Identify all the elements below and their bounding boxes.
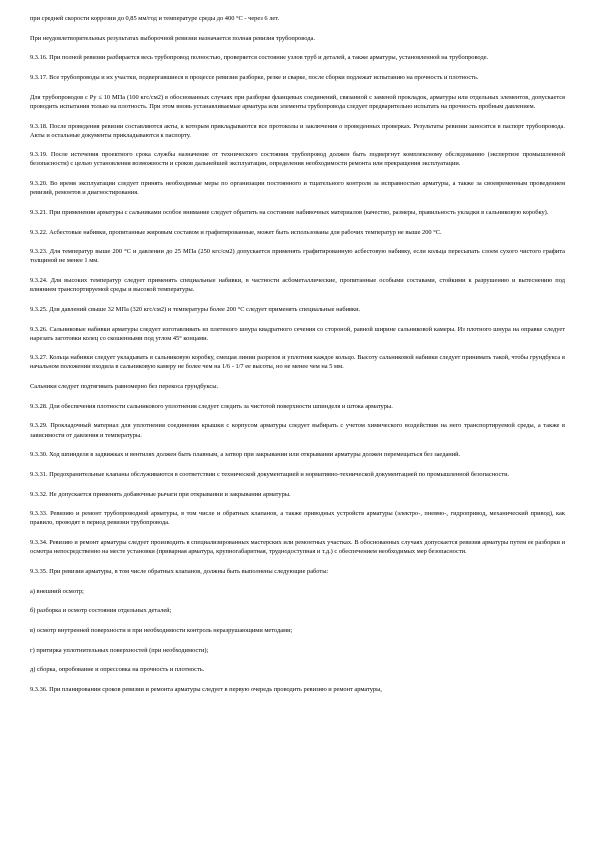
paragraph: 9.3.23. Для температур выше 200 °С и давлении до 25 МПа (250 кгс/см2) допускается применять графитированную асбестовую набивку, если кольца пересыпать слоем сухого чистого графита толщиной не менее 1 мм. bbox=[30, 248, 565, 265]
paragraph: 9.3.36. При планировании сроков ревизии и ремонта арматуры следует в первую очередь проводить ревизию и ремонт арматуры, bbox=[30, 685, 383, 693]
paragraph: 9.3.24. Для высоких температур следует применять специальные набивки, в частности асбометаллические, пропитанные особыми составами, стойкими к разрушению и вытеснению под влиянием транспортируемой среды и высокой температуры. bbox=[30, 277, 565, 294]
list-item: в) осмотр внутренней поверхности и при необходимости контроль неразрушающими методами; bbox=[30, 626, 293, 634]
paragraph: 9.3.30. Ход шпинделя в задвижках и вентилях должен быть плавным, а затвор при закрывании или открывании арматуры должен перемещаться без заеданий. bbox=[30, 451, 461, 459]
list-item: д) сборка, опробование и опрессовка на прочность и плотность. bbox=[30, 666, 205, 674]
paragraph: 9.3.26. Сальниковые набивки арматуры следует изготавливать из плетеного шнура квадратного сечения со стороной, равной ширине сальниковой камеры. Из плотного шнура на оправке следует нарезать заготовки колец со скошенными под углом 45° концами. bbox=[30, 325, 565, 342]
paragraph: Для трубопроводов с Ру ≤ 10 МПа (100 кгс/см2) в обоснованных случаях при разборке фланцевых соединений, связанной с заменой прокладок, арматуры или отдельных элементов, допускается проводить испытания только на плотность. При этом вновь устанавливаемые арматура или элементы трубопровода следует предварительно испытать на прочность пробным давлением. bbox=[30, 93, 565, 110]
paragraph: 9.3.19. После истечения проектного срока службы назначение от технического состояния трубопровод должен быть подвергнут комплексному обследованию (экспертизе промышленной безопасности) с целью установления возможности и сроков дальнейшей эксплуатации, определения необходимости ремонта или прекращения эксплуатации. bbox=[30, 151, 565, 168]
paragraph: 9.3.34. Ревизию и ремонт арматуры следует производить в специализированных мастерских или ремонтных участках. В обоснованных случаях допускается ревизия арматуры путем ее разборки и осмотра непосредственно на месте установки (приварная арматура, крупногабаритная, труднодоступная и т.д.) с обеспечением необходимых мер безопасности. bbox=[30, 539, 565, 556]
paragraph: 9.3.21. При применении арматуры с сальниками особое внимание следует обратить на состояние набивочных материалов (качество, размеры, правильность укладки в сальниковую коробку). bbox=[30, 208, 549, 216]
paragraph: 9.3.16. При полной ревизии разбирается весь трубопровод полностью, проверяется состояние узлов труб и деталей, а также арматуры, установленной на трубопроводе. bbox=[30, 54, 489, 62]
paragraph: 9.3.18. После проведения ревизии составляются акты, к которым прикладываются все протоколы и заключения о проведенных проверках. Результаты ревизии заносятся в паспорт трубопровода. Акты и остальные документы прикладываются к паспорту. bbox=[30, 122, 565, 139]
paragraph: при средней скорости коррозии до 0,85 мм/год и температуре среды до 400 °С - через 6 лет. bbox=[30, 15, 280, 22]
paragraph: 9.3.32. Не допускается применять добавочные рычаги при открывании и закрывании арматуры. bbox=[30, 490, 291, 498]
paragraph: 9.3.35. При ревизии арматуры, в том числе обратных клапанов, должны быть выполнены следующие работы: bbox=[30, 567, 329, 575]
paragraph: 9.3.22. Асбестовые набивки, пропитанные жировым составом и графитированные, может быть использованы для рабочих температур не выше 200 °С. bbox=[30, 228, 442, 236]
paragraph: 9.3.29. Прокладочный материал для уплотнения соединения крышки с корпусом арматуры следует выбирать с учетом химического воздействия на него транспортируемой среды, а также в зависимости от давления и температуры. bbox=[30, 422, 565, 439]
list-item: а) внешний осмотр; bbox=[30, 587, 84, 595]
paragraph: Сальники следует подтягивать равномерно без перекоса грундбуксы. bbox=[30, 383, 219, 391]
list-item: г) притирка уплотнительных поверхностей (при необходимости); bbox=[30, 646, 209, 654]
list-item: б) разборка и осмотр состояния отдельных деталей; bbox=[30, 607, 172, 615]
paragraph: При неудовлетворительных результатах выборочной ревизии назначается полная ревизия трубопровода. bbox=[30, 34, 315, 42]
paragraph: 9.3.28. Для обеспечения плотности сальникового уплотнения следует следить за чистотой поверхности шпинделя и штока арматуры. bbox=[30, 402, 393, 410]
paragraph: 9.3.33. Ревизию и ремонт трубопроводной арматуры, в том числе и обратных клапанов, а также приводных устройств арматуры (электро-, пневмо-, гидропривод, механический привод), как правило, проводят в период ревизии трубопровода. bbox=[30, 510, 565, 527]
paragraph: 9.3.20. Во время эксплуатации следует принять необходимые меры по организации постоянного и тщательного контроля за исправностью арматуры, а также за своевременным проведением ревизий, ремонтов и диагностирования. bbox=[30, 180, 565, 197]
paragraph: 9.3.31. Предохранительные клапаны обслуживаются в соответствии с технической документацией и нормативно-технической документацией по промышленной безопасности. bbox=[30, 470, 510, 478]
paragraph: 9.3.27. Кольца набивки следует укладывать в сальниковую коробку, смещая линии разрезов и уплотняя каждое кольцо. Высоту сальниковой набивки следует принимать такой, чтобы грундбукса в начальном положении входила в сальниковую камеру не более чем на 1/6 - 1/7 ее высоты, но не менее чем на 5 мм. bbox=[30, 354, 565, 371]
paragraph: 9.3.17. Все трубопроводы и их участки, подвергавшиеся в процессе ревизии разборке, резке и сварке, после сборки подлежат испытанию на прочность и плотность. bbox=[30, 74, 479, 82]
paragraph: 9.3.25. Для давлений свыше 32 МПа (320 кгс/см2) и температуры более 200 °С следует применять специальные набивки. bbox=[30, 305, 361, 313]
